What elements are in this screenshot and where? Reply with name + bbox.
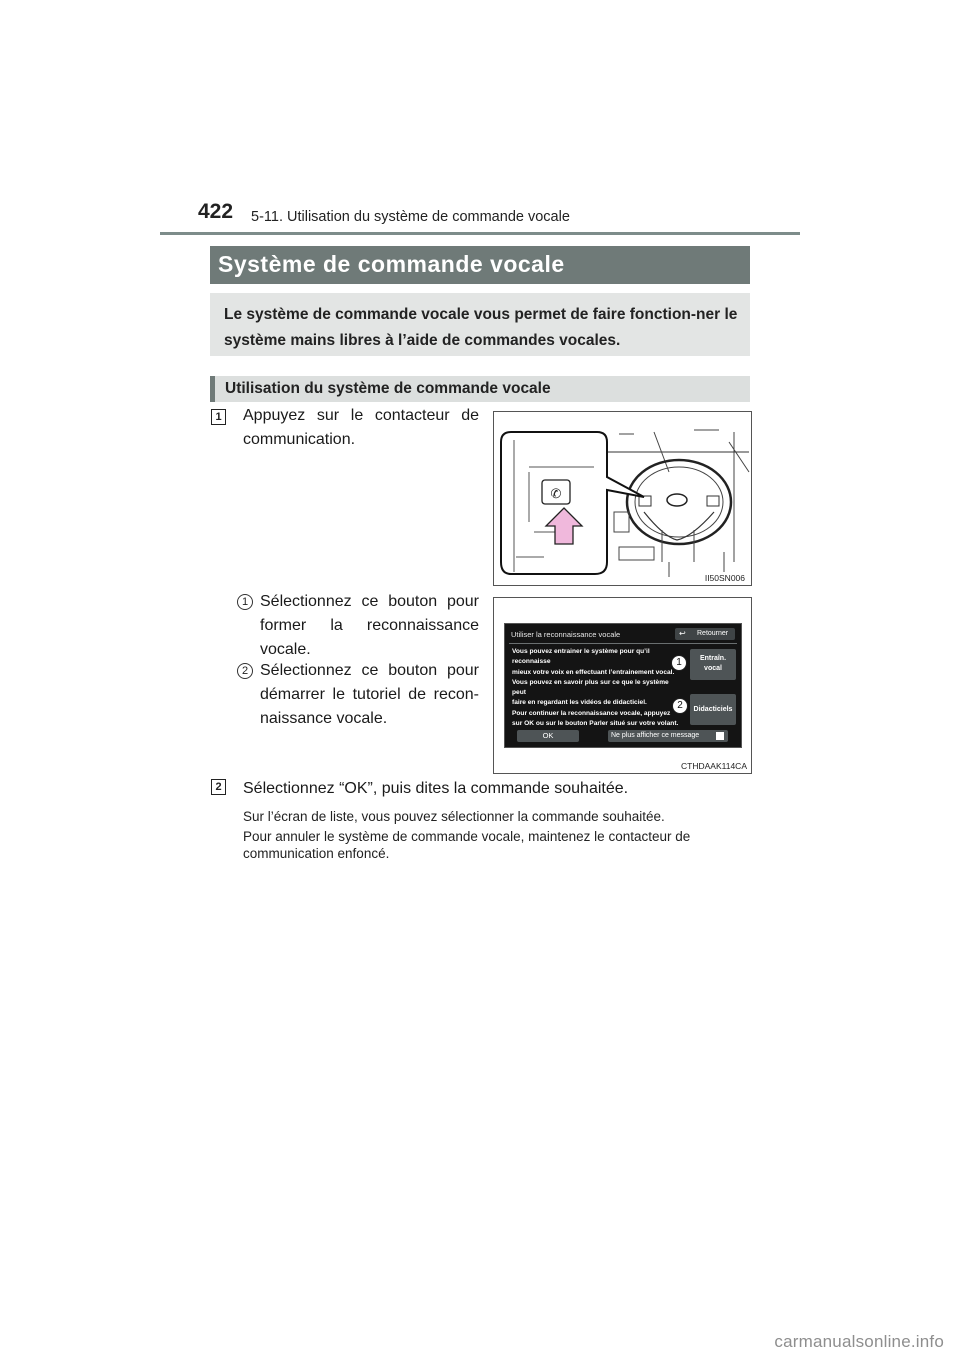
subsection-accent	[210, 376, 215, 402]
voice-recognition-screen-figure	[493, 597, 752, 774]
callout-2-number: 2	[237, 663, 253, 679]
page-number: 422	[198, 200, 234, 223]
step-2-badge: 2	[211, 779, 226, 795]
screen-title: Utiliser la reconnaissance vocale	[511, 630, 621, 639]
screen-message-line: faire en regardant les vidéos de didacticiel.	[512, 699, 647, 707]
voice-training-label: Entraîn. vocal	[699, 655, 727, 672]
tutorial-label: Didacticiels	[693, 706, 733, 713]
screen-message-line: Pour continuer la reconnaissance vocale, appuyez	[512, 709, 671, 717]
steering-wheel-figure	[493, 411, 752, 586]
section-banner	[210, 246, 750, 284]
do-not-show-again-button[interactable]	[608, 730, 728, 742]
subsection-bar	[210, 376, 750, 402]
steering-wheel-illustration	[494, 412, 751, 585]
header-rule	[160, 232, 800, 235]
section-title: Système de commande vocale	[218, 251, 565, 277]
note-cancel: Pour annuler le système de commande vocale, maintenez le contacteur de communication enfoncé.	[243, 829, 691, 861]
callout-1-text: Sélectionnez ce bouton pour former la reconnaissance vocale.	[260, 593, 479, 658]
screen-message-line: Vous pouvez en savoir plus sur ce que le système peut	[512, 678, 669, 697]
screen-message-line: Vous pouvez entrainer le système pour qu’il reconnaisse	[512, 648, 650, 666]
note-list-screen: Sur l’écran de liste, vous pouvez sélectionner la commande souhaitée.	[243, 809, 665, 824]
figure-2-code: CTHDAAK114CA	[681, 761, 747, 771]
screen-callout-2: 2	[672, 698, 688, 714]
step-1-text: Appuyez sur le contacteur de communication.	[243, 407, 479, 448]
do-not-show-again-checkbox[interactable]	[716, 732, 724, 740]
svg-text:✆: ✆	[550, 487, 562, 502]
voice-training-button[interactable]	[690, 649, 736, 680]
running-title: 5-11. Utilisation du système de commande vocale	[251, 209, 570, 225]
screen-message-line: sur OK ou sur le bouton Parler situé sur votre volant.	[512, 720, 679, 728]
screen-callout-1: 1	[671, 655, 687, 671]
screen-message	[512, 647, 682, 729]
step-2-text: Sélectionnez “OK”, puis dites la commande souhaitée.	[243, 780, 629, 797]
screen-divider	[509, 643, 737, 644]
intro-box	[210, 293, 750, 356]
callout-1-number: 1	[237, 594, 253, 610]
tutorial-button[interactable]	[690, 694, 736, 725]
ok-button[interactable]: OK	[517, 730, 579, 742]
screen-message-line: mieux votre voix en effectuant l’entrainement vocal.	[512, 668, 675, 676]
watermark: carmanualsonline.info	[774, 1332, 944, 1351]
intro-text: Le système de commande vocale vous permet de faire fonction-ner le système mains libres à l’aide de commandes vocales.	[224, 306, 738, 349]
return-arrow-icon: ↩	[679, 629, 686, 638]
display-screen	[504, 623, 742, 748]
return-label: Retourner	[697, 630, 729, 637]
return-button[interactable]	[675, 628, 735, 640]
step-1-badge: 1	[211, 409, 226, 425]
figure-1-code: II50SN006	[704, 573, 745, 583]
callout-2-text: Sélectionnez ce bouton pour démarrer le tutoriel de recon-naissance vocale.	[260, 662, 479, 727]
subsection-title: Utilisation du système de commande vocale	[225, 380, 551, 397]
do-not-show-again-label: Ne plus afficher ce message	[611, 732, 700, 739]
